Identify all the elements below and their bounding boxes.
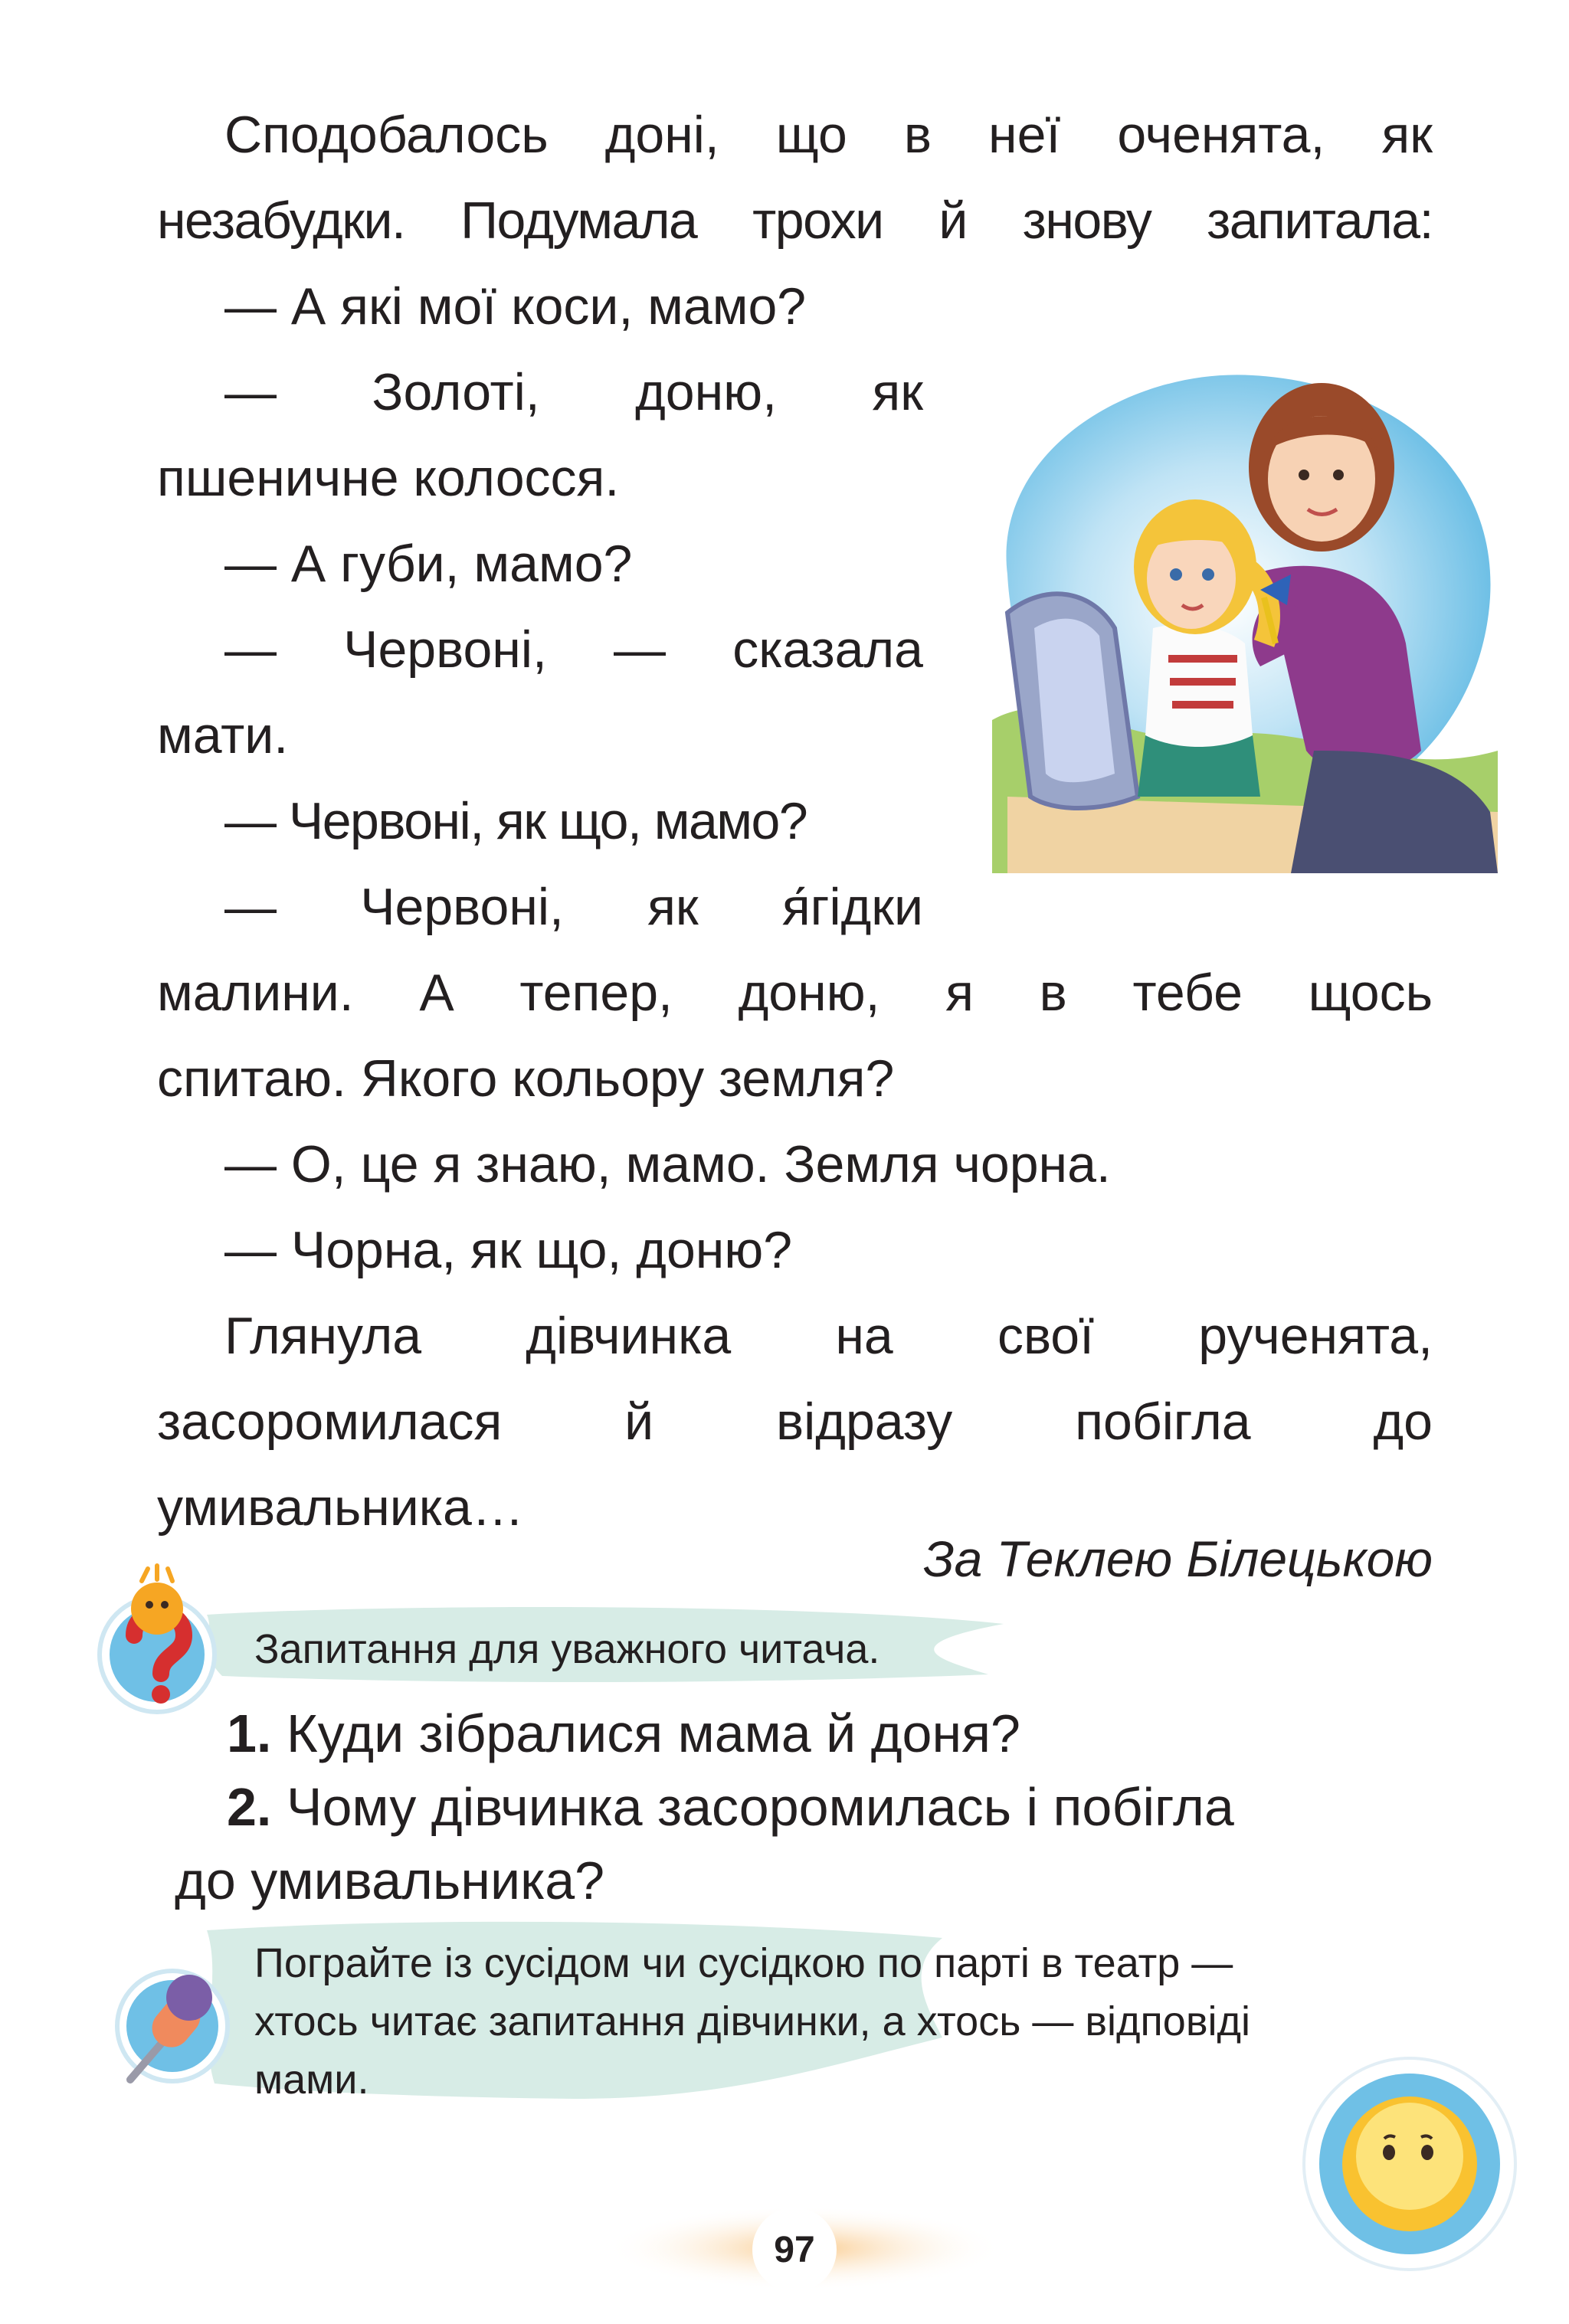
question-mark-icon [88, 1563, 226, 1716]
story-line: пшеничне колосся. [157, 449, 620, 507]
question-item [175, 1770, 1431, 1844]
story-line: спитаю. Якого кольору земля? [157, 1049, 895, 1108]
story-line: — О, це я знаю, мамо. Земля чорна. [224, 1135, 1111, 1193]
story-line: Сподобалось доні, що в неї оченята, як [224, 106, 1433, 164]
story-line: незабудки. Подумала трохи й знову запитала: [157, 191, 1433, 250]
story-line: умивальника… [157, 1478, 524, 1537]
microphone-icon [103, 1953, 241, 2091]
page-number: 97 [752, 2208, 837, 2292]
play-task-line: мами. [254, 2057, 369, 2103]
question-number: 1. [227, 1704, 272, 1763]
story-line: — Чорна, як що, доню? [224, 1221, 793, 1279]
question-number: 2. [227, 1777, 272, 1837]
story-line: мати. [157, 706, 289, 764]
story-line: — Червоні, як я́гідки [224, 878, 923, 936]
story-line: — А губи, мамо? [224, 535, 633, 593]
story-line: — А які мої коси, мамо? [224, 277, 807, 336]
play-task-line: хтось читає запитання дівчинки, а хтось — відповіді [254, 1998, 1251, 2044]
question-text: Куди зібралися мама й доня? [271, 1704, 1020, 1763]
story-line: засоромилася й відразу побігла до [157, 1393, 1433, 1451]
mother-daughter-illustration [961, 322, 1513, 873]
story-line: Глянула дівчинка на свої рученята, [224, 1307, 1433, 1365]
story-line: — Золоті, доню, як [224, 363, 923, 421]
play-task-text [254, 1934, 1446, 2109]
story-line: — Червоні, як що, мамо? [224, 792, 807, 850]
author-attribution: За Теклею Білецькою [923, 1530, 1433, 1587]
questions-list [175, 1697, 1431, 1917]
story-line: — Червоні, — сказала [224, 620, 923, 679]
questions-title: Запитання для уважного читача. [254, 1626, 880, 1672]
play-task-line: Пограйте із сусідом чи сусідкою по парті в театр — [254, 1940, 1233, 1986]
story-line: малини. А тепер, доню, я в тебе щось [157, 964, 1433, 1022]
smiling-sun-icon [1299, 2053, 1521, 2275]
question-text: Чому дівчинка засоромилась і побігла [271, 1777, 1234, 1837]
question-item [175, 1697, 1431, 1770]
question-continuation: до умивальника? [175, 1851, 605, 1910]
